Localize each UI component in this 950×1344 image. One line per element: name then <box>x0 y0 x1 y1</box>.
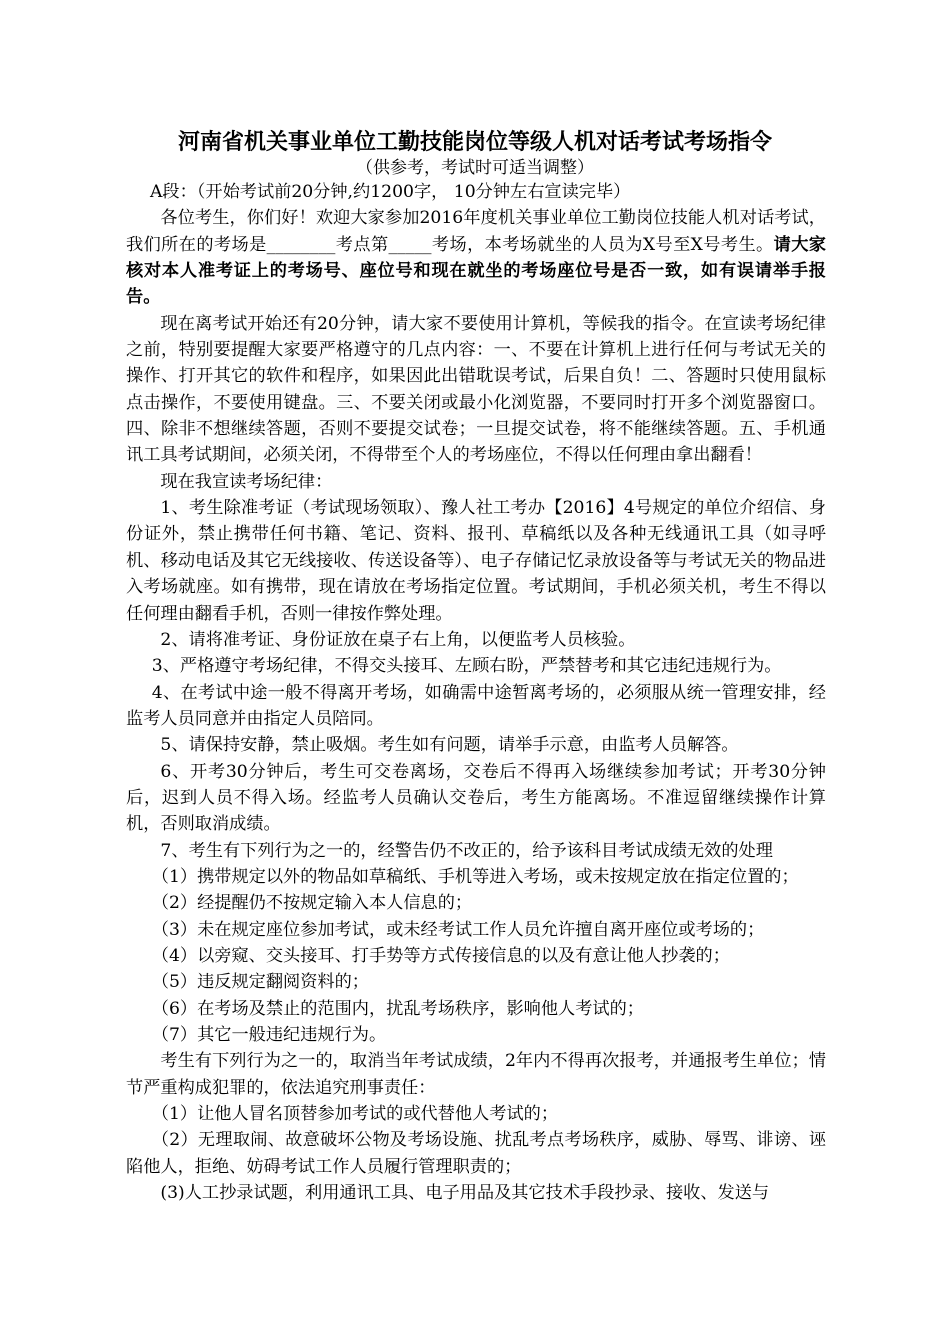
greeting-bold-text: 请大家核对本人准考证上的考场号、座位号和现在就坐的考场座位号是否一致，如有误请举手报告。 <box>126 234 826 308</box>
serious-violation-item: （1）让他人冒名顶替参加考试的或代替他人考试的； <box>151 1104 559 1125</box>
rule-item: 2、请将准考证、身份证放在桌子右上角，以便监考人员核验。 <box>160 629 636 650</box>
rule-item: 7、考生有下列行为之一的，经警告仍不改正的，给予该科目考试成绩无效的处理 <box>160 840 773 861</box>
greeting-text: 各位考生，你们好！欢迎大家参加2016年度机关事业单位工勤岗位技能人机对话考试，我们所在的考场是________考点第_____考场，本考场就坐的人员为X号至X号考生。 <box>126 208 826 255</box>
rule-item: 1、考生除准考证（考试现场领取）、豫人社工考办【2016】4号规定的单位介绍信、身份证外，禁止携带任何书籍、笔记、资料、报刊、草稿纸以及各种无线通讯工具（如寻呼机、移动电话及其它无线接收、传送设备等）、电子存储记忆录放设备等与考试无关的物品进入考场就座。如有携带，现在请放在考场指定位置。考试期间，手机必须关机，考生不得以任何理由翻看手机，否则一律按作弊处理。 <box>126 498 826 624</box>
violation-item: （3）未在规定座位参加考试，或未经考试工作人员允许擅自离开座位或考场的； <box>151 919 765 940</box>
rule-item: 3、严格遵守考场纪律，不得交头接耳、左顾右盼，严禁替考和其它违纪违规行为。 <box>151 656 782 677</box>
violation-item: （5）违反规定翻阅资料的； <box>151 972 369 993</box>
document-title: 河南省机关事业单位工勤技能岗位等级人机对话考试考场指令 <box>177 130 772 155</box>
reminder-paragraph: 现在离考试开始还有20分钟，请大家不要使用计算机，等候我的指令。在宣读考场纪律之前，特别要提醒大家要严格遵守的几点内容：一、不要在计算机上进行任何与考试无关的操作、打开其它的软件和程序，如果因此出错耽误考试，后果自负！二、答题时只使用鼠标点击操作，不要使用键盘。三、不要关闭或最小化浏览器，不要同时打开多个浏览器窗口。四、除非不想继续答题，否则不要提交试卷；一旦提交试卷，将不能继续答题。五、手机通讯工具考试期间，必须关闭，不得带至个人的考场座位，不得以任何理由拿出翻看！ <box>126 313 826 466</box>
document-subtitle: （供参考，考试时可适当调整） <box>356 158 594 178</box>
violation-item: （7）其它一般违纪违规行为。 <box>151 1025 387 1045</box>
serious-violation-item: （2）无理取闹、故意破坏公物及考场设施、扰乱考点考场秩序，威胁、辱骂、诽谤、诬陷他人，拒绝、妨碍考试工作人员履行管理职责的； <box>126 1130 826 1177</box>
serious-violation-item: (3)人工抄录试题，利用通讯工具、电子用品及其它技术手段抄录、接收、发送与 <box>160 1183 770 1204</box>
segment-a-heading: A段：（开始考试前20分钟,约1200字， 10分钟左右宣读完毕） <box>150 182 631 202</box>
violation-item: （6）在考场及禁止的范围内，扰乱考场秩序，影响他人考试的； <box>151 998 644 1019</box>
rule-item: 5、请保持安静，禁止吸烟。考生如有问题，请举手示意，由监考人员解答。 <box>160 735 739 756</box>
cancel-intro-paragraph: 考生有下列行为之一的，取消当年考试成绩，2年内不得再次报考，并通报考生单位；情节严重构成犯罪的，依法追究刑事责任： <box>126 1051 826 1098</box>
violation-item: （2）经提醒仍不按规定输入本人信息的； <box>151 893 473 914</box>
rule-item: 6、开考30分钟后，考生可交卷离场，交卷后不得再入场继续参加考试；开考30分钟后，迟到人员不得入场。经监考人员确认交卷后，考生方能离场。不准逗留继续操作计算机，否则取消成绩。 <box>126 761 826 835</box>
announce-paragraph: 现在我宣读考场纪律： <box>160 471 333 492</box>
violation-item: （4）以旁窥、交头接耳、打手势等方式传接信息的以及有意让他人抄袭的； <box>151 945 730 966</box>
rule-item: 4、在考试中途一般不得离开考场，如确需中途暂离考场的，必须服从统一管理安排，经监考人员同意并由指定人员陪同。 <box>126 682 826 729</box>
document-body <box>126 179 826 1206</box>
violation-item: （1）携带规定以外的物品如草稿纸、手机等进入考场，或未按规定放在指定位置的； <box>151 866 799 887</box>
greeting-paragraph <box>126 205 826 310</box>
